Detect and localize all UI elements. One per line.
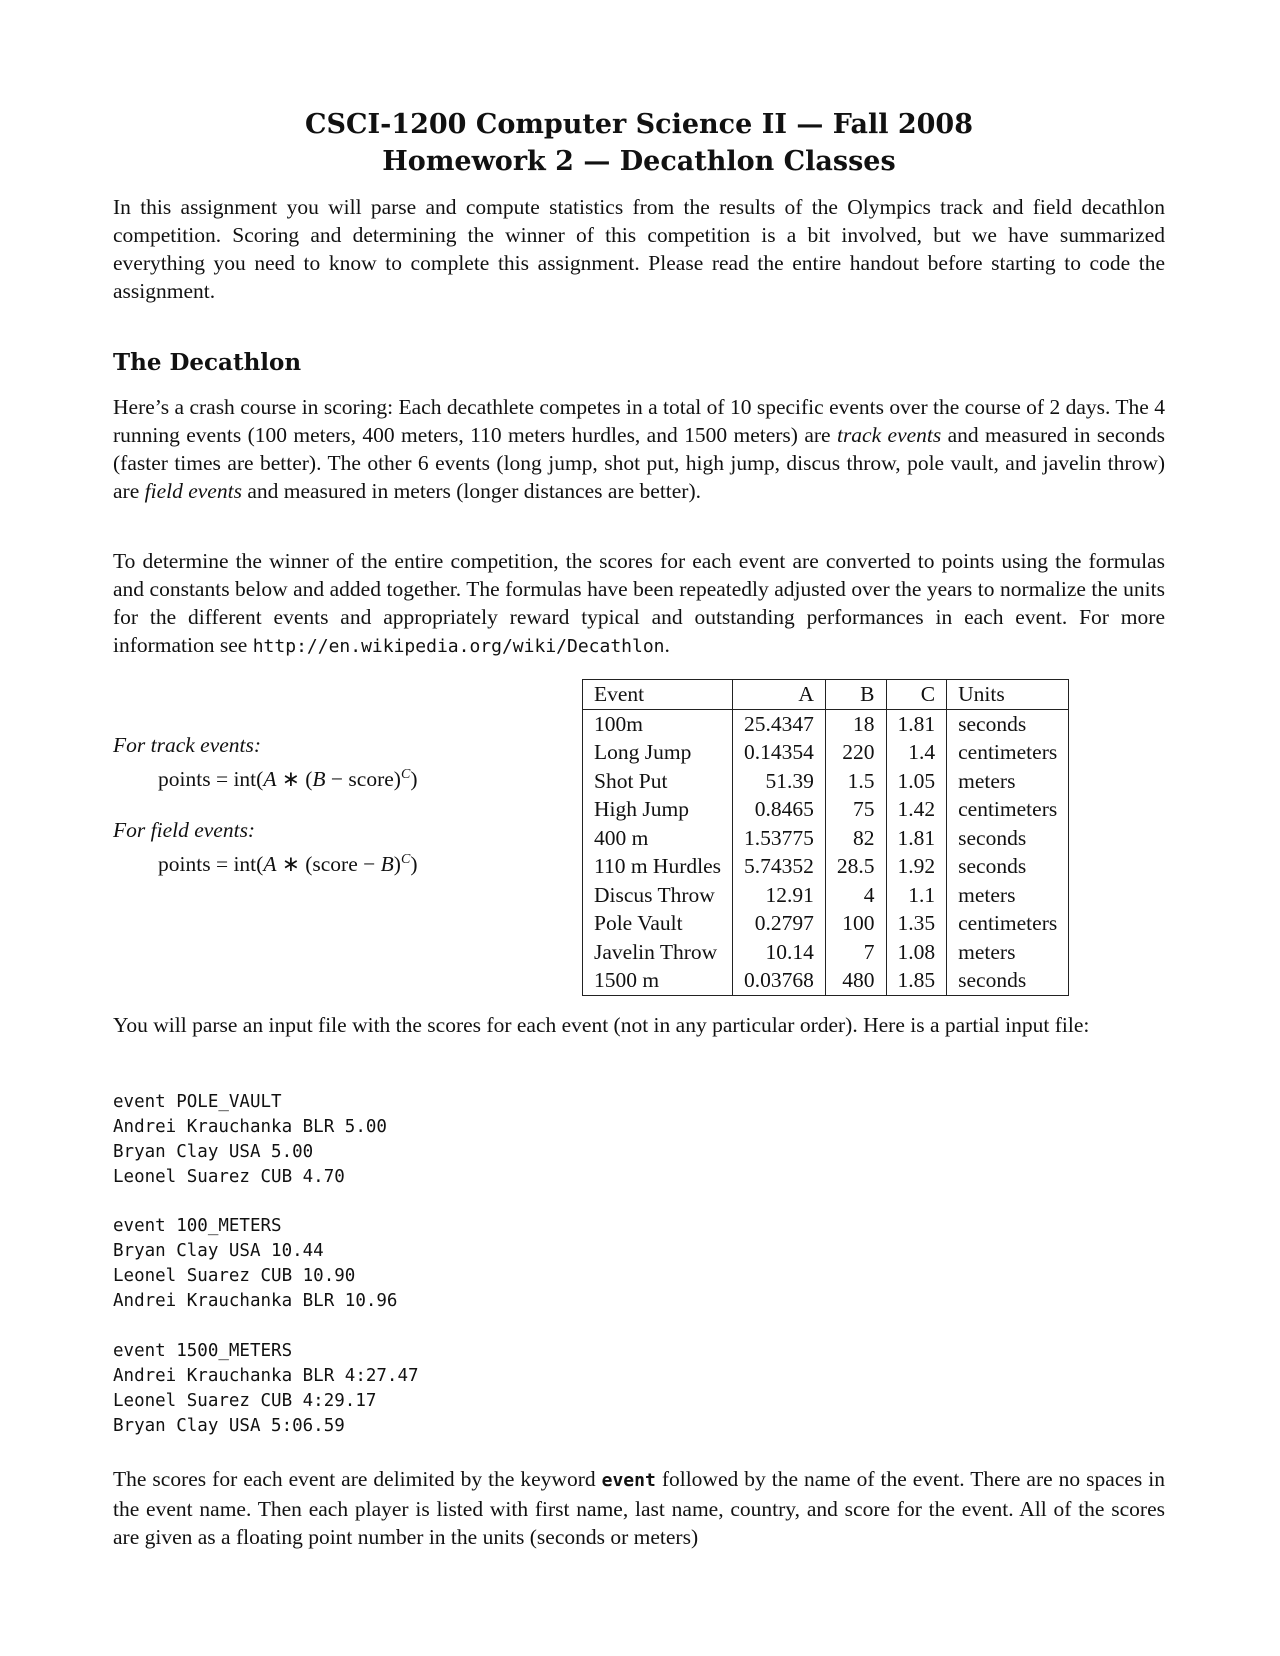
field-events-term: field events xyxy=(144,479,242,503)
b-cell: 82 xyxy=(825,824,886,853)
c-cell: 1.08 xyxy=(886,938,947,967)
a-cell: 0.03768 xyxy=(733,966,826,995)
track-events-term: track events xyxy=(836,423,942,447)
units-cell: seconds xyxy=(947,824,1069,853)
track-formula xyxy=(113,730,417,794)
units-cell: centimeters xyxy=(947,909,1069,938)
units-cell: meters xyxy=(947,938,1069,967)
header-units: Units xyxy=(947,680,1069,710)
field-formula xyxy=(113,815,417,879)
code-block-100-meters: event 100_METERS Bryan Clay USA 10.44 Leonel Suarez CUB 10.90 Andrei Krauchanka BLR 10.96 xyxy=(113,1216,398,1311)
c-cell: 1.05 xyxy=(886,767,947,796)
a-cell: 10.14 xyxy=(733,938,826,967)
event-cell: Shot Put xyxy=(583,767,733,796)
units-cell: meters xyxy=(947,767,1069,796)
format-paragraph: The scores for each event are delimited by the keyword event followed by the name of the event. There are no spaces in the event name. Then each player is listed with first name, last name, country, and score for the event. All of the scores are given as a floating point number in the units (seconds or meters) xyxy=(113,1467,1166,1549)
c-cell: 1.81 xyxy=(886,709,947,738)
units-cell: meters xyxy=(947,881,1069,910)
b-cell: 75 xyxy=(825,795,886,824)
table-row xyxy=(583,938,1069,967)
scoring-paragraph: Here’s a crash course in scoring: Each decathlete competes in a total of 10 specific events over the course of 2 days. The 4 running events (100 meters, 400 meters, 110 meters hurdles, and 1500 meters) are track events and measured in seconds (faster times are better). The other 6 events (long jump, shot put, high jump, discus throw, pole vault, and javelin throw) are field events and measured in meters (longer distances are better). xyxy=(113,395,1165,503)
c-cell: 1.1 xyxy=(886,881,947,910)
event-cell: 100m xyxy=(583,709,733,738)
a-cell: 0.14354 xyxy=(733,738,826,767)
code-block-pole-vault: event POLE_VAULT Andrei Krauchanka BLR 5.00 Bryan Clay USA 5.00 Leonel Suarez CUB 4.70 xyxy=(113,1092,387,1187)
b-cell: 480 xyxy=(825,966,886,995)
units-cell: centimeters xyxy=(947,738,1069,767)
intro-paragraph: In this assignment you will parse and compute statistics from the results of the Olympics track and field decathlon competition. Scoring and determining the winner of this competition is a bit involved, but we have summarized everything you need to know to complete this assignment. Please read the entire handout before starting to code the assignment. xyxy=(113,195,1165,303)
a-cell: 25.4347 xyxy=(733,709,826,738)
c-cell: 1.35 xyxy=(886,909,947,938)
event-keyword: event xyxy=(601,1470,656,1491)
a-cell: 5.74352 xyxy=(733,852,826,881)
table-row xyxy=(583,738,1069,767)
event-cell: Long Jump xyxy=(583,738,733,767)
units-cell: seconds xyxy=(947,709,1069,738)
b-cell: 4 xyxy=(825,881,886,910)
event-cell: Discus Throw xyxy=(583,881,733,910)
header-b: B xyxy=(825,680,886,710)
table-row xyxy=(583,966,1069,995)
units-cell: seconds xyxy=(947,966,1069,995)
wikipedia-link[interactable]: http://en.wikipedia.org/wiki/Decathlon xyxy=(252,636,665,657)
table-row xyxy=(583,881,1069,910)
field-formula-label: For field events: xyxy=(113,818,256,842)
winner-paragraph: To determine the winner of the entire competition, the scores for each event are converted to points using the formulas and constants below and added together. The formulas have been repeatedly adjusted over the years to normalize the units for the different events and appropriately reward typical and outstanding performances in each event. For more information see http://en.wikipedia.org/wiki/Decathlon. xyxy=(113,549,1165,657)
a-cell: 1.53775 xyxy=(733,824,826,853)
assignment-title: Homework 2 — Decathlon Classes xyxy=(382,146,896,177)
table-row xyxy=(583,795,1069,824)
c-cell: 1.92 xyxy=(886,852,947,881)
c-cell: 1.42 xyxy=(886,795,947,824)
header-event: Event xyxy=(583,680,733,710)
section-heading: The Decathlon xyxy=(113,349,302,376)
title-block xyxy=(113,106,1165,180)
b-cell: 7 xyxy=(825,938,886,967)
header-c: C xyxy=(886,680,947,710)
table-row xyxy=(583,909,1069,938)
event-cell: 110 m Hurdles xyxy=(583,852,733,881)
event-cell: Javelin Throw xyxy=(583,938,733,967)
event-cell: 1500 m xyxy=(583,966,733,995)
table-row xyxy=(583,709,1069,738)
event-cell: 400 m xyxy=(583,824,733,853)
table-row xyxy=(583,852,1069,881)
table-header-row xyxy=(583,680,1069,710)
a-cell: 51.39 xyxy=(733,767,826,796)
code-block-1500-meters: event 1500_METERS Andrei Krauchanka BLR 4:27.47 Leonel Suarez CUB 4:29.17 Bryan Clay USA 5:06.59 xyxy=(113,1341,419,1436)
track-formula-label: For track events: xyxy=(113,733,262,757)
a-cell: 12.91 xyxy=(733,881,826,910)
a-cell: 0.8465 xyxy=(733,795,826,824)
b-cell: 220 xyxy=(825,738,886,767)
field-formula-expression: points = int(A ∗ (score − B)$^C$) xyxy=(158,852,418,877)
c-cell: 1.81 xyxy=(886,824,947,853)
table-body xyxy=(583,709,1069,995)
units-cell: centimeters xyxy=(947,795,1069,824)
b-cell: 100 xyxy=(825,909,886,938)
scoring-constants-table xyxy=(582,679,1069,996)
c-cell: 1.85 xyxy=(886,966,947,995)
b-cell: 28.5 xyxy=(825,852,886,881)
units-cell: seconds xyxy=(947,852,1069,881)
b-cell: 1.5 xyxy=(825,767,886,796)
a-cell: 0.2797 xyxy=(733,909,826,938)
parse-intro-paragraph: You will parse an input file with the scores for each event (not in any particular order). Here is a partial input file: xyxy=(113,1013,1090,1037)
event-cell: High Jump xyxy=(583,795,733,824)
table-row xyxy=(583,824,1069,853)
header-a: A xyxy=(733,680,826,710)
track-formula-expression: points = int(A ∗ (B − score)$^C$) xyxy=(158,767,418,792)
course-title: CSCI-1200 Computer Science II — Fall 2008 xyxy=(304,109,974,140)
c-cell: 1.4 xyxy=(886,738,947,767)
table-row xyxy=(583,767,1069,796)
b-cell: 18 xyxy=(825,709,886,738)
event-cell: Pole Vault xyxy=(583,909,733,938)
